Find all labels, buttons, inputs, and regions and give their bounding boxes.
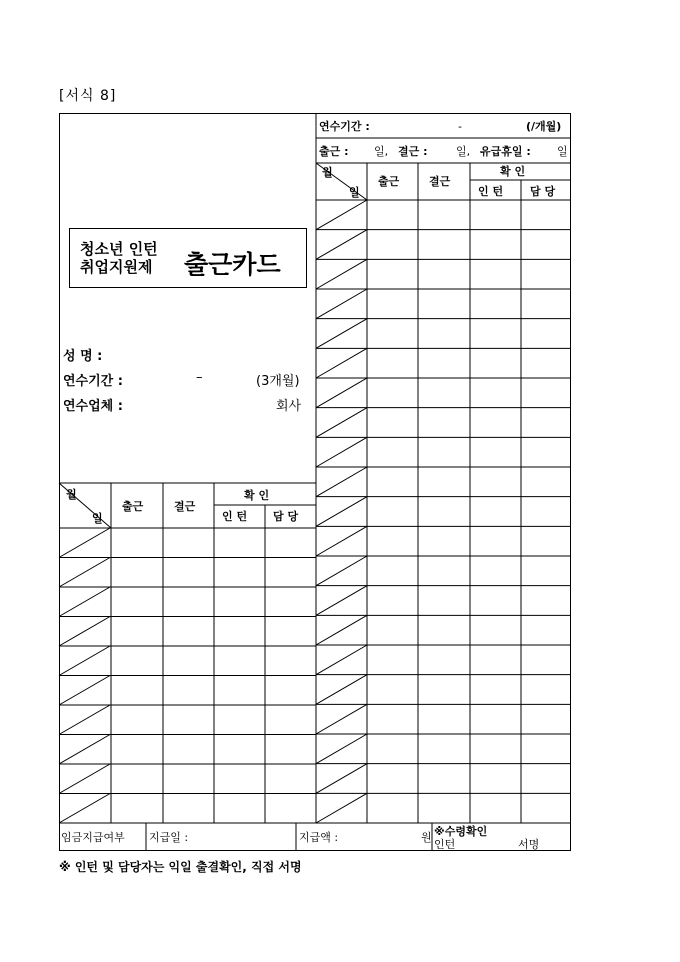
right-table-row xyxy=(316,645,571,675)
right-table-row xyxy=(316,586,571,616)
absence-day-unit: 일, xyxy=(456,145,471,158)
instruction-note: ※ 인턴 및 담당자는 익일 출결확인, 직접 서명 xyxy=(59,860,302,874)
date-cell-diagonal xyxy=(316,467,367,497)
payment-date-label: 지급일 : xyxy=(149,831,189,844)
period-dash: – xyxy=(196,370,203,385)
left-day-header: 일 xyxy=(92,512,103,525)
payment-amount-label: 지급액 : xyxy=(299,831,339,844)
right-table-row xyxy=(316,408,571,438)
date-cell-diagonal xyxy=(316,734,367,764)
date-cell-diagonal xyxy=(316,408,367,438)
left-table-row xyxy=(59,794,316,824)
left-attendance-header: 출근 xyxy=(122,500,144,513)
receipt-signature-label: 서명 xyxy=(518,838,540,851)
date-cell-diagonal xyxy=(59,735,110,765)
name-label: 성 명 : xyxy=(63,349,103,364)
attendance-count-label: 출근 : xyxy=(319,145,349,158)
date-cell-diagonal xyxy=(316,586,367,616)
right-rows xyxy=(316,200,571,823)
left-table-row xyxy=(59,528,110,558)
date-cell-diagonal xyxy=(316,497,367,527)
date-cell-diagonal xyxy=(316,526,367,556)
left-manager-header: 담 당 xyxy=(273,510,299,523)
left-table-row xyxy=(59,646,316,676)
right-period-dash: - xyxy=(458,120,462,133)
date-cell-diagonal xyxy=(316,259,367,289)
date-cell-diagonal xyxy=(316,289,367,319)
date-cell-diagonal xyxy=(316,319,367,349)
date-cell-diagonal xyxy=(316,615,367,645)
right-table-row xyxy=(316,319,571,349)
left-table-row xyxy=(59,735,316,765)
date-cell-diagonal xyxy=(316,704,367,734)
won-unit: 원 xyxy=(421,831,432,844)
period-suffix: (3개월) xyxy=(256,374,300,389)
attendance-day-unit: 일, xyxy=(374,145,389,158)
date-cell-diagonal xyxy=(316,200,367,230)
date-cell-diagonal xyxy=(316,645,367,675)
absence-count-label: 결근 : xyxy=(398,145,428,158)
date-cell-diagonal xyxy=(59,794,110,824)
left-month-header: 월 xyxy=(66,488,77,501)
right-table-row xyxy=(316,200,367,230)
paid-leave-day-unit: 일 xyxy=(557,145,568,158)
form-label: [서식 8] xyxy=(59,88,117,104)
right-month-header: 월 xyxy=(322,166,333,179)
date-cell-diagonal xyxy=(59,764,110,794)
right-table-row xyxy=(316,437,571,467)
left-table-row xyxy=(59,676,316,706)
right-table-row xyxy=(316,556,571,586)
right-table-row xyxy=(316,704,571,734)
receipt-confirm-label: ※수령확인 xyxy=(434,825,488,838)
date-cell-diagonal xyxy=(59,705,110,735)
right-table-row xyxy=(316,230,571,260)
card-title: 출근카드 xyxy=(184,250,281,279)
date-cell-diagonal xyxy=(59,676,110,706)
company-label: 연수업체 : xyxy=(63,399,123,414)
left-confirm-header: 확 인 xyxy=(244,489,270,502)
paid-leave-label: 유급휴일 : xyxy=(480,145,531,158)
right-absence-header: 결근 xyxy=(429,175,451,188)
date-cell-diagonal xyxy=(59,646,110,676)
right-day-header: 일 xyxy=(349,186,360,199)
payment-status-label: 임금지급여부 xyxy=(61,831,125,844)
right-table-row xyxy=(316,675,571,705)
right-table-row xyxy=(316,259,571,289)
program-title-line1: 청소년 인턴 xyxy=(80,240,158,258)
right-table-row xyxy=(316,467,571,497)
right-table-row xyxy=(316,764,571,794)
left-intern-header: 인 턴 xyxy=(222,510,248,523)
right-table-row xyxy=(316,497,571,527)
date-cell-diagonal xyxy=(316,378,367,408)
period-label: 연수기간 : xyxy=(63,374,123,389)
right-table-row xyxy=(316,289,571,319)
date-cell-diagonal xyxy=(316,556,367,586)
right-table-row xyxy=(316,615,571,645)
date-cell-diagonal xyxy=(316,764,367,794)
right-table-row xyxy=(316,793,571,823)
right-table-row xyxy=(316,526,571,556)
right-table-row xyxy=(316,734,571,764)
date-cell-diagonal xyxy=(316,230,367,260)
right-table-row xyxy=(316,348,571,378)
left-table-row xyxy=(59,617,316,647)
right-attendance-header: 출근 xyxy=(378,175,400,188)
right-intern-header: 인 턴 xyxy=(478,185,504,198)
right-period-label: 연수기간 : xyxy=(319,120,370,133)
left-absence-header: 결근 xyxy=(174,500,196,513)
receipt-intern-label: 인턴 xyxy=(434,838,456,851)
company-suffix: 회사 xyxy=(276,399,302,414)
date-cell-diagonal xyxy=(316,675,367,705)
date-cell-diagonal xyxy=(59,587,110,617)
date-cell-diagonal xyxy=(59,528,110,558)
date-cell-diagonal xyxy=(59,558,110,588)
right-table-row xyxy=(316,378,571,408)
left-table-row xyxy=(59,587,316,617)
date-cell-diagonal xyxy=(316,437,367,467)
left-table-row xyxy=(59,764,316,794)
date-cell-diagonal xyxy=(316,793,367,823)
left-table-row xyxy=(59,705,316,735)
left-table-row xyxy=(59,558,316,588)
date-cell-diagonal xyxy=(316,348,367,378)
right-manager-header: 담 당 xyxy=(530,185,556,198)
program-title-line2: 취업지원제 xyxy=(80,258,153,276)
right-period-suffix: (/개월) xyxy=(526,120,562,133)
date-cell-diagonal xyxy=(59,617,110,647)
right-confirm-header: 확 인 xyxy=(500,165,526,178)
left-rows xyxy=(59,528,316,823)
